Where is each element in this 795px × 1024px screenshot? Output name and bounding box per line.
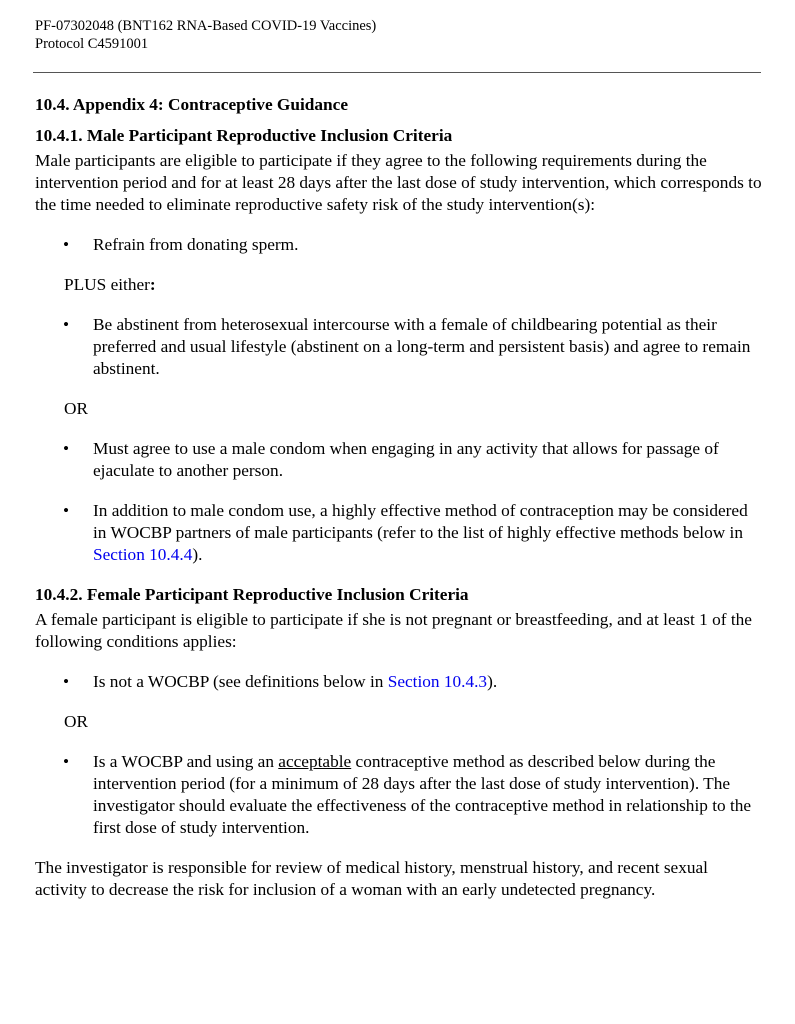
- female-bullet-wocbp-contraception: [35, 751, 763, 839]
- plus-either-colon: :: [149, 275, 156, 294]
- section-10-4-3-link[interactable]: Section 10.4.3: [387, 672, 488, 691]
- male-or-label: OR: [64, 399, 89, 418]
- plus-either-label: [35, 274, 763, 296]
- male-bullet-condom: • Must agree to use a male condom when engaging in any activity that allows for passage of ejaculate to another person.: [35, 438, 763, 482]
- female-bullet2-text: Is a WOCBP and using an: [93, 752, 279, 771]
- header-product-line: PF-07302048 (BNT162 RNA-Based COVID-19 Vaccines): [35, 18, 377, 34]
- female-bullet-list-2: [35, 751, 763, 839]
- male-bullet-list-4: [35, 500, 763, 566]
- plus-either-text: PLUS either: [64, 275, 150, 294]
- female-or-label: OR: [64, 712, 89, 731]
- male-bullet-abstinent: • Be abstinent from heterosexual intercourse with a female of childbearing potential as their preferred and usual lifestyle (abstinent on a long-term and persistent basis) and agree to remain abstinent.: [35, 314, 763, 380]
- female-bullet2-tail: contraceptive method as described below during the intervention period (for a minimum of 28 days after the last dose of study intervention). The investigator should evaluate the effectiveness of the contraceptive method in relationship to the first dose of study intervention.: [93, 752, 752, 837]
- female-bullet-list-1: [35, 671, 763, 693]
- female-criteria-heading: 10.4.2. Female Participant Reproductive Inclusion Criteria: [35, 585, 469, 604]
- male-bullet4-tail: ).: [192, 545, 203, 564]
- section-heading: 10.4. Appendix 4: Contraceptive Guidance: [35, 95, 348, 114]
- page-header: [35, 17, 376, 53]
- male-bullet-list-1: [35, 234, 763, 256]
- male-bullet-sperm: • Refrain from donating sperm.: [35, 234, 763, 256]
- male-bullet-wocbp-partners: [35, 500, 763, 566]
- female-bullet-not-wocbp: [35, 671, 763, 693]
- header-protocol-line: Protocol C4591001: [35, 36, 149, 52]
- acceptable-underlined-word: acceptable: [278, 752, 352, 771]
- female-intro-paragraph: A female participant is eligible to participate if she is not pregnant or breastfeeding, and at least 1 of the following conditions applies:: [35, 610, 752, 651]
- investigator-responsibility-paragraph: The investigator is responsible for review of medical history, menstrual history, and recent sexual activity to decrease the risk for inclusion of a woman with an early undetected pregnancy.: [35, 858, 708, 899]
- female-bullet1-text: Is not a WOCBP (see definitions below in: [93, 672, 388, 691]
- male-bullet4-text: In addition to male condom use, a highly effective method of contraception may be considered in WOCBP partners of male participants (refer to the list of highly effective methods below in: [93, 501, 748, 542]
- male-intro-paragraph: Male participants are eligible to participate if they agree to the following requirements during the intervention period and for at least 28 days after the last dose of study intervention, which corresponds to the time needed to eliminate reproductive safety risk of the study intervention(s):: [35, 151, 762, 214]
- header-divider: [33, 72, 761, 73]
- document-body: [35, 94, 763, 901]
- female-bullet1-tail: ).: [487, 672, 498, 691]
- male-bullet-list-2: [35, 314, 763, 380]
- section-10-4-4-link[interactable]: Section 10.4.4: [93, 545, 193, 564]
- male-criteria-heading: 10.4.1. Male Participant Reproductive Inclusion Criteria: [35, 126, 453, 145]
- male-bullet-list-3: [35, 438, 763, 482]
